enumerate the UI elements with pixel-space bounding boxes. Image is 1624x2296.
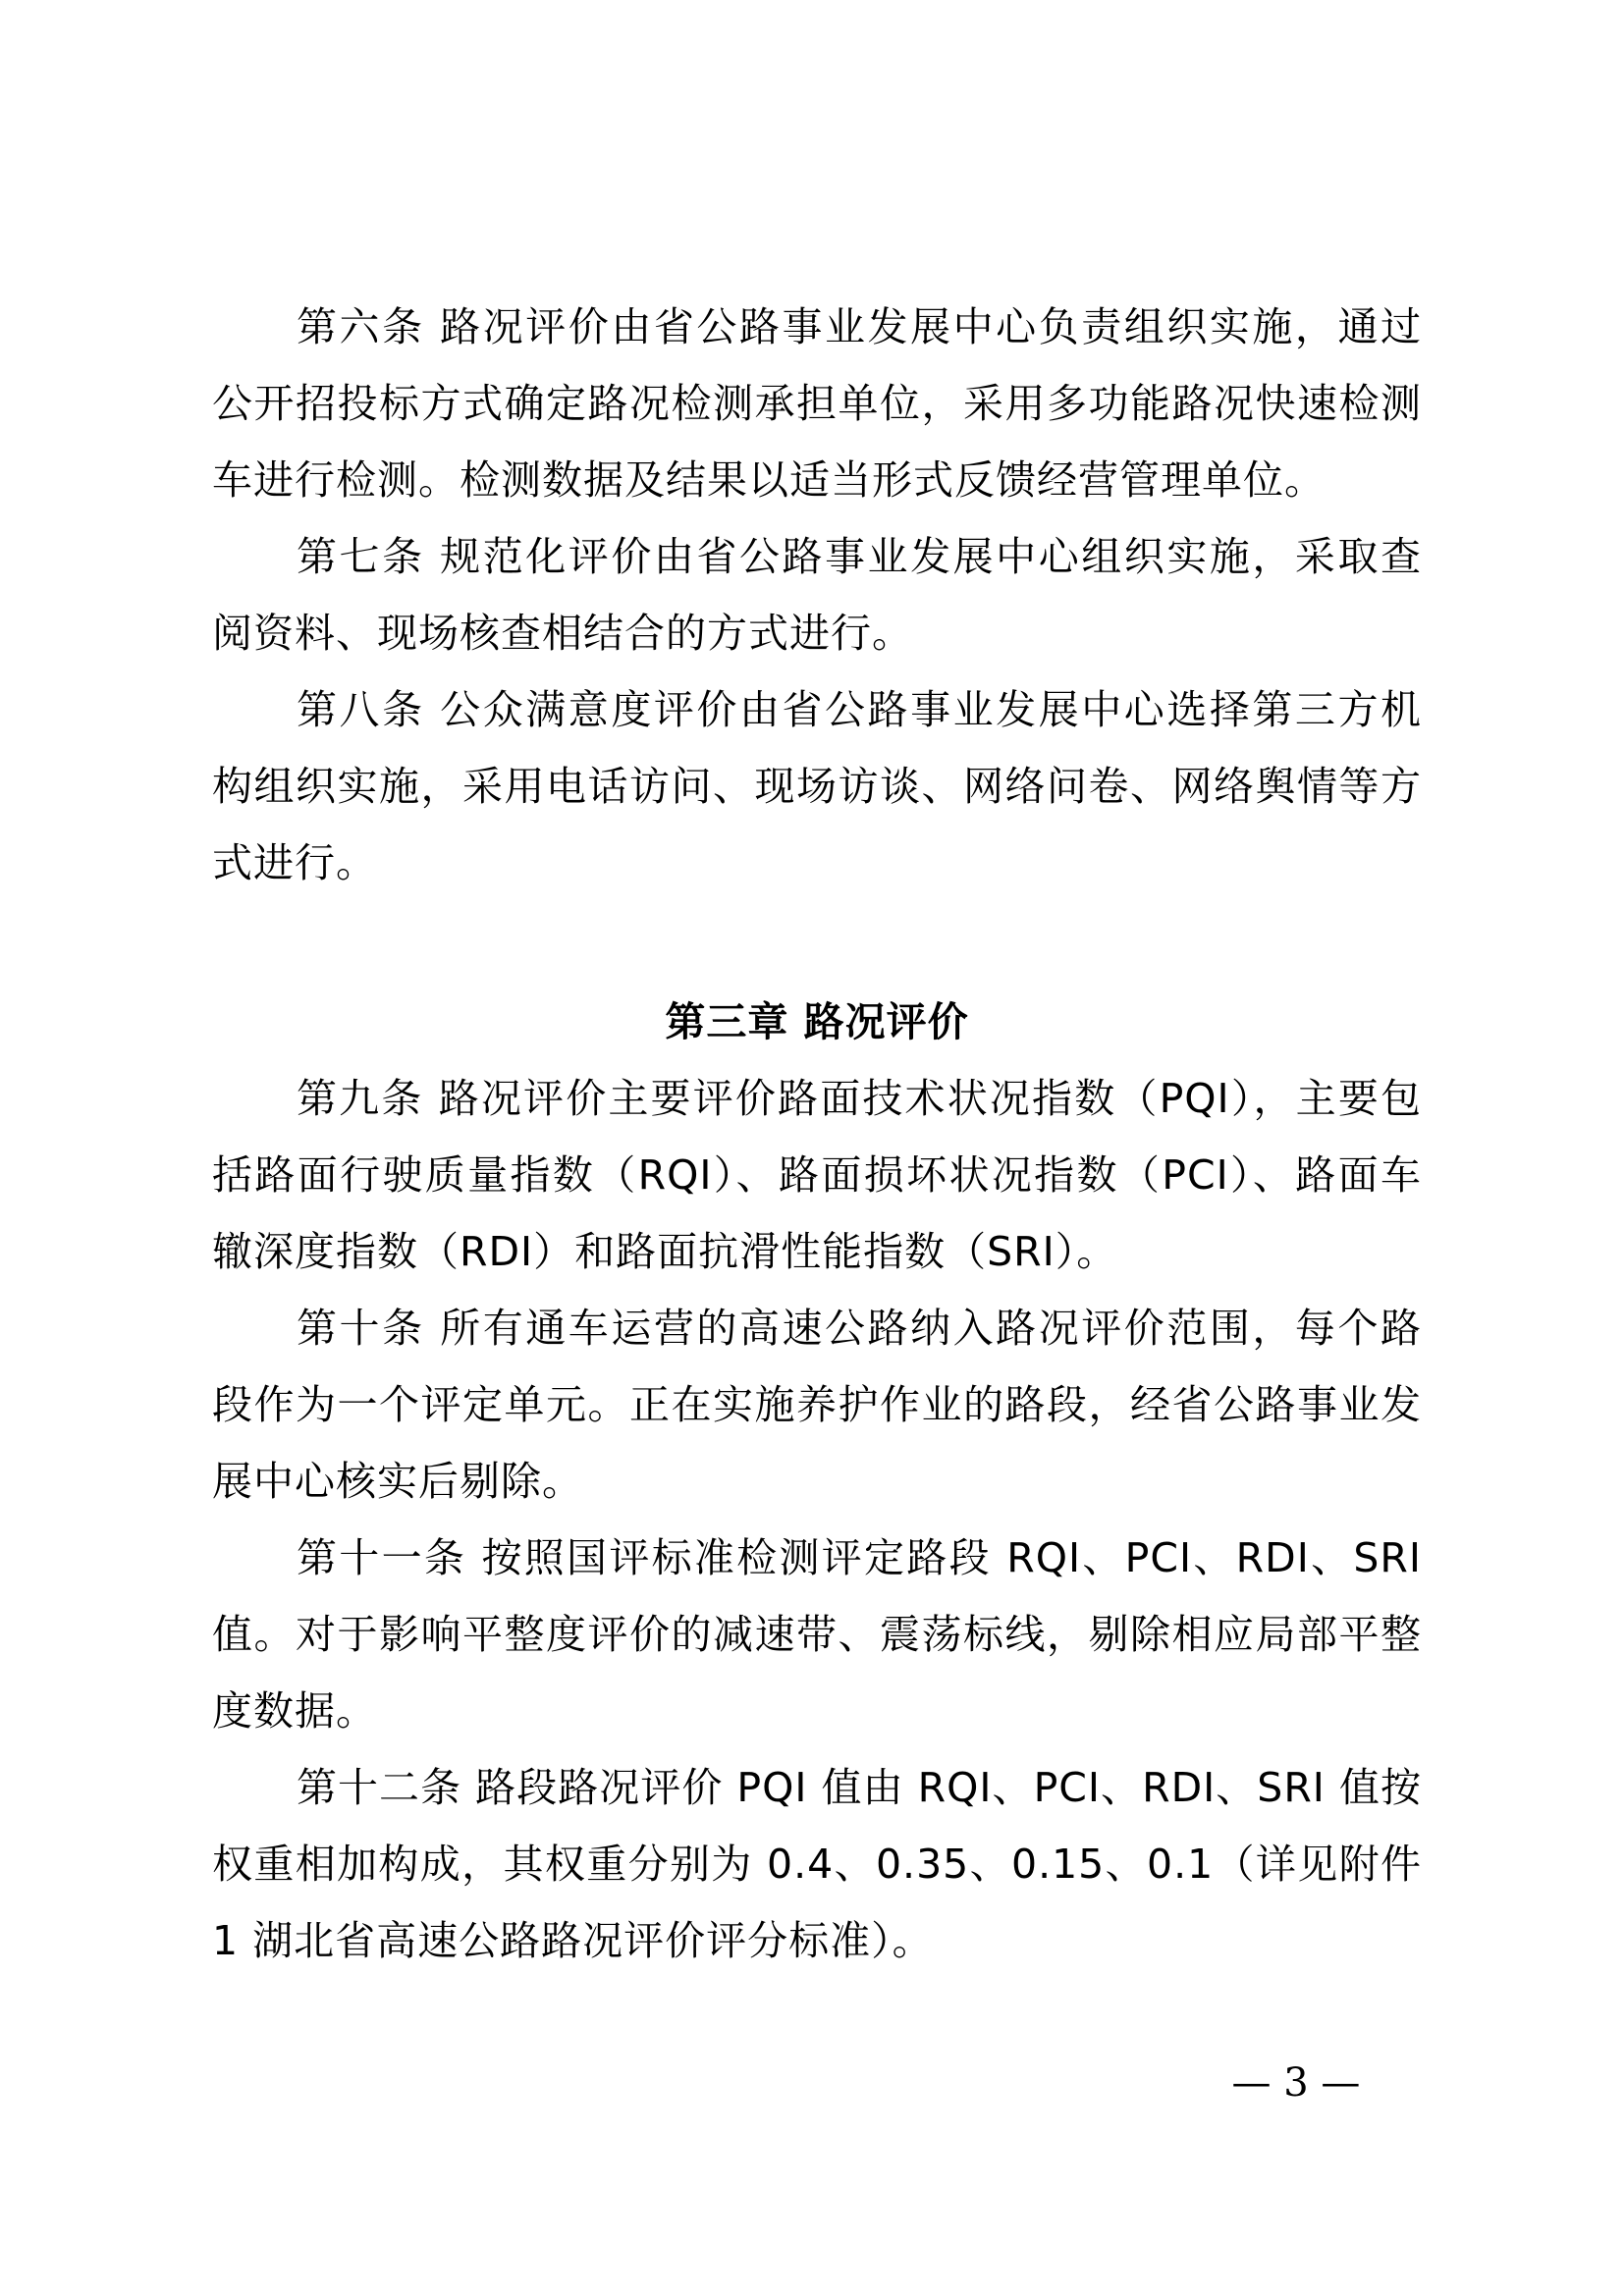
- article-8: 第八条 公众满意度评价由省公路事业发展中心选择第三方机构组织实施，采用电话访问、现场访谈、网络问卷、网络舆情等方式进行。: [212, 686, 1422, 886]
- page-number: — 3 —: [1231, 2060, 1361, 2106]
- article-6: 第六条 路况评价由省公路事业发展中心负责组织实施，通过公开招投标方式确定路况检测承担单位，采用多功能路况快速检测车进行检测。检测数据及结果以适当形式反馈经营管理单位。: [212, 303, 1422, 504]
- article-9: 第九条 路况评价主要评价路面技术状况指数（PQI），主要包括路面行驶质量指数（RQI）、路面损坏状况指数（PCI）、路面车辙深度指数（RDI）和路面抗滑性能指数（SRI）。: [212, 1075, 1422, 1275]
- article-12: 第十二条 路段路况评价 PQI 值由 RQI、PCI、RDI、SRI 值按权重相加构成，其权重分别为 0.4、0.35、0.15、0.1（详见附件 1 湖北省高速公路路况评价评分标准）。: [212, 1764, 1422, 1964]
- article-10: 第十条 所有通车运营的高速公路纳入路况评价范围，每个路段作为一个评定单元。正在实施养护作业的路段，经省公路事业发展中心核实后剔除。: [212, 1305, 1422, 1505]
- article-11: 第十一条 按照国评标准检测评定路段 RQI、PCI、RDI、SRI 值。对于影响平整度评价的减速带、震荡标线，剔除相应局部平整度数据。: [212, 1534, 1422, 1735]
- article-7: 第七条 规范化评价由省公路事业发展中心组织实施，采取查阅资料、现场核查相结合的方式进行。: [212, 533, 1422, 657]
- chapter-title: 第三章 路况评价: [665, 998, 969, 1045]
